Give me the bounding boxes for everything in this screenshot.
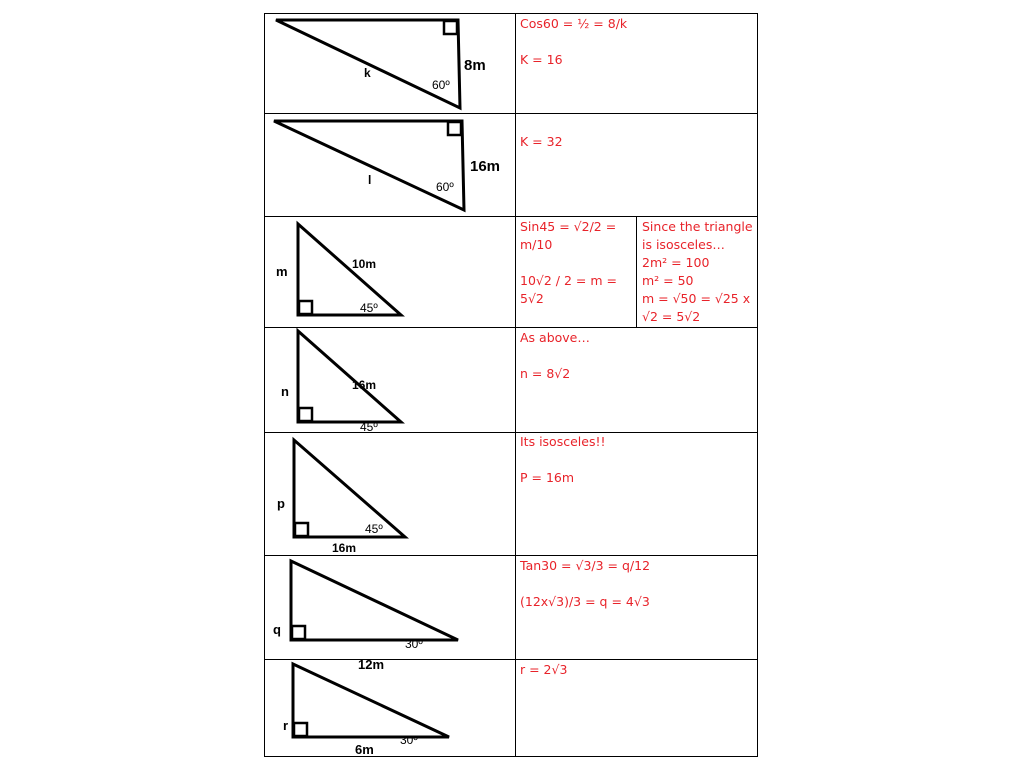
answer-k	[520, 15, 752, 69]
answer-line: Cos60 = ½ = 8/k	[520, 16, 628, 31]
triangle-q	[291, 561, 458, 640]
answer-line: K = 32	[520, 134, 563, 149]
angle-30-label: 30º	[405, 637, 423, 651]
angle-45-label: 45º	[360, 301, 378, 315]
triangle-l	[274, 121, 464, 210]
right-angle-mark	[444, 21, 457, 34]
triangle-m-figure	[264, 217, 514, 327]
answer-line: 2m² = 100	[642, 255, 710, 270]
triangle-n-figure	[264, 328, 514, 432]
right-angle-mark	[299, 408, 312, 421]
triangle-q-figure	[264, 556, 514, 672]
answer-line	[520, 254, 634, 272]
answer-r	[520, 661, 752, 679]
angle-30-label: 30º	[400, 733, 418, 747]
answer-line: As above…	[520, 330, 590, 345]
label-q: q	[273, 622, 281, 637]
answer-n	[520, 329, 752, 383]
label-l: l	[368, 173, 372, 187]
label-k: k	[364, 66, 371, 80]
label-p: p	[277, 496, 285, 511]
label-m: m	[276, 264, 288, 279]
answer-m-method2	[642, 218, 756, 326]
answer-l	[520, 133, 752, 151]
answer-line	[520, 575, 752, 593]
triangle-r	[293, 664, 449, 737]
right-angle-mark	[299, 301, 312, 314]
right-angle-mark	[292, 626, 305, 639]
angle-45-label: 45º	[360, 420, 378, 434]
triangle-p-figure	[264, 433, 514, 555]
answer-line: 5√2	[520, 291, 544, 306]
right-angle-mark	[448, 122, 461, 135]
label-12m: 12m	[358, 657, 385, 672]
right-angle-mark	[294, 723, 307, 736]
answer-line: P = 16m	[520, 470, 575, 485]
answer-line: K = 16	[520, 52, 563, 67]
answer-line: m² = 50	[642, 273, 694, 288]
triangle-r-figure	[264, 660, 514, 757]
answer-line	[520, 347, 752, 365]
label-8m: 8m	[464, 57, 486, 74]
angle-45-label: 45º	[365, 522, 383, 536]
right-angle-mark	[295, 523, 308, 536]
answer-line: m/10	[520, 237, 553, 252]
answer-line: m = √50 = √25 x	[642, 291, 751, 306]
answer-line: √2 = 5√2	[642, 309, 701, 324]
answer-line: Since the triangle	[642, 219, 753, 234]
answer-q	[520, 557, 752, 611]
triangle-k-figure	[264, 13, 514, 113]
label-n: n	[281, 384, 289, 399]
answer-line: Its isosceles!!	[520, 434, 606, 449]
answer-line: Sin45 = √2/2 =	[520, 219, 617, 234]
label-6m: 6m	[355, 742, 374, 757]
answer-p	[520, 433, 752, 487]
angle-60-label: 60º	[436, 180, 454, 194]
triangle-l-figure	[264, 114, 514, 216]
answer-line: 10√2 / 2 = m =	[520, 273, 617, 288]
triangle-n	[298, 331, 401, 422]
label-16m: 16m	[332, 541, 357, 555]
label-16m: 16m	[352, 378, 377, 392]
triangle-p	[294, 440, 405, 537]
answer-line: is isosceles…	[642, 237, 725, 252]
answer-line: Tan30 = √3/3 = q/12	[520, 558, 651, 573]
angle-60-label: 60º	[432, 78, 450, 92]
worksheet-table	[264, 13, 758, 757]
answer-line: r = 2√3	[520, 662, 568, 677]
label-10m: 10m	[352, 257, 377, 271]
label-16m: 16m	[470, 158, 501, 175]
answer-line: (12x√3)/3 = q = 4√3	[520, 594, 650, 609]
answer-line: n = 8√2	[520, 366, 571, 381]
answer-line	[520, 33, 752, 51]
label-r: r	[283, 718, 289, 733]
triangle-m	[298, 224, 401, 315]
triangle-k	[276, 20, 460, 108]
answer-line	[520, 451, 752, 469]
answer-m-method1	[520, 218, 634, 308]
